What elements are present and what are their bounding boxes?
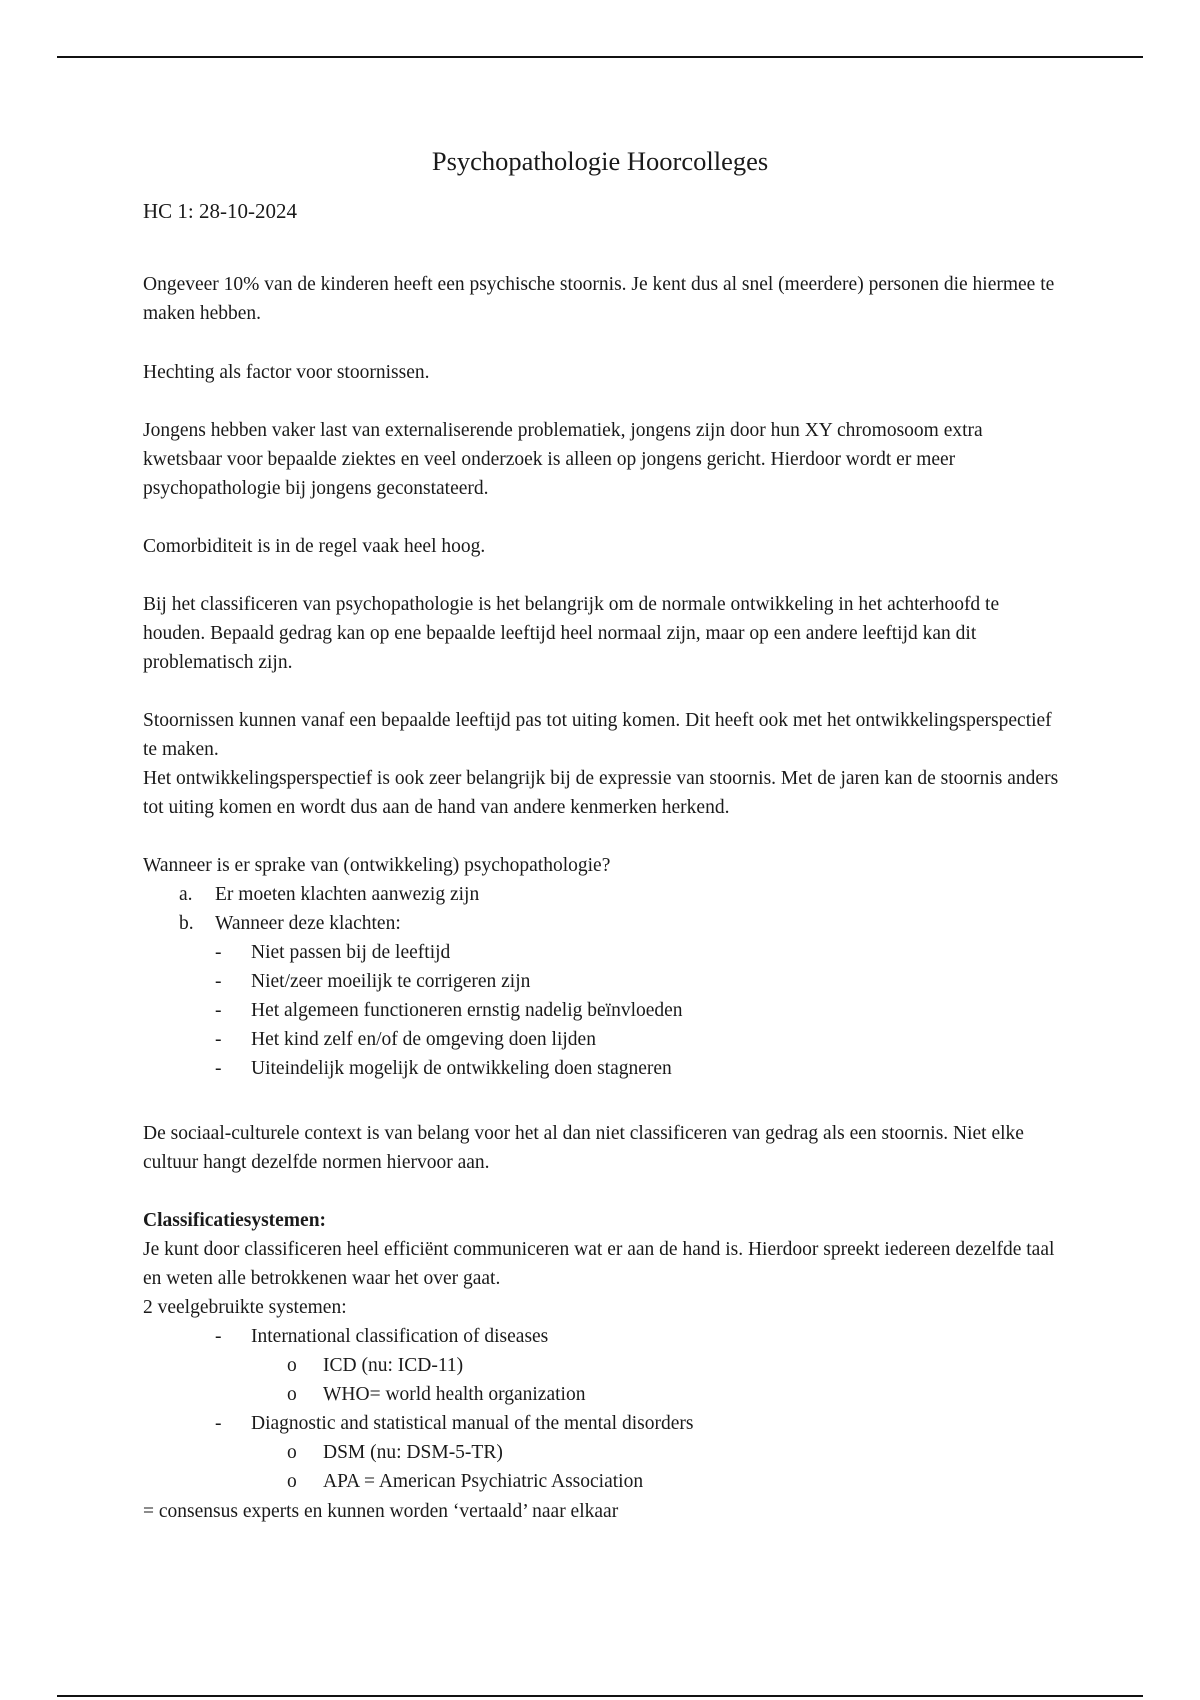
classification-heading: Classificatiesystemen:: [143, 1210, 327, 1231]
list-item: [179, 880, 479, 909]
list-item-text: DSM (nu: DSM-5-TR): [323, 1442, 503, 1463]
list-item: [287, 1351, 463, 1380]
list-item: [215, 1409, 693, 1438]
paragraph-development-perspective: Het ontwikkelingsperspectief is ook zeer belangrijk bij de expressie van stoornis. Met de jaren kan de stoornis anders tot uiting komen en wordt dus aan de hand van andere kenmerken herkend.: [143, 768, 1059, 818]
list-marker: a.: [179, 884, 193, 905]
list-item-text: APA = American Psychiatric Association: [323, 1471, 644, 1492]
paragraph-attachment: Hechting als factor voor stoornissen.: [143, 362, 430, 383]
list-item: [215, 996, 683, 1025]
list-marker: -: [215, 1000, 222, 1021]
list-item: [179, 909, 401, 938]
system-name: Diagnostic and statistical manual of the mental disorders: [251, 1413, 694, 1434]
list-marker: -: [215, 1029, 222, 1050]
list-marker: o: [287, 1471, 297, 1492]
list-item: [287, 1438, 503, 1467]
paragraph-consensus: = consensus experts en kunnen worden ‘vertaald’ naar elkaar: [143, 1501, 619, 1522]
list-item-text: ICD (nu: ICD-11): [323, 1355, 464, 1376]
list-marker: o: [287, 1442, 297, 1463]
list-item-text: WHO= world health organization: [323, 1384, 586, 1405]
list-marker: -: [215, 942, 222, 963]
paragraph-boys: Jongens hebben vaker last van externaliserende problematiek, jongens zijn door hun XY chromosoom extra kwetsbaar voor bepaalde ziektes en veel onderzoek is alleen op jongens gericht. Hierdoor wordt er meer psychopathologie bij jongens geconstateerd.: [143, 420, 983, 499]
list-item-text: Er moeten klachten aanwezig zijn: [215, 884, 480, 905]
paragraph-classifying: Bij het classificeren van psychopathologie is het belangrijk om de normale ontwikkeling in het achterhoofd te houden. Bepaald gedrag kan op ene bepaalde leeftijd heel normaal zijn, maar op een andere leeftijd kan dit problematisch zijn.: [143, 594, 1000, 673]
system-name: International classification of diseases: [251, 1326, 549, 1347]
list-item-text: Niet/zeer moeilijk te corrigeren zijn: [251, 971, 531, 992]
paragraph-comorbidity: Comorbiditeit is in de regel vaak heel hoog.: [143, 536, 486, 557]
list-marker: o: [287, 1355, 297, 1376]
document-title: Psychopathologie Hoorcolleges: [431, 146, 769, 176]
header-rule: [57, 56, 1143, 58]
list-item: [215, 1322, 548, 1351]
paragraph-sociocultural: De sociaal-culturele context is van belang voor het al dan niet classificeren van gedrag als een stoornis. Niet elke cultuur hangt dezelfde normen hiervoor aan.: [143, 1123, 1024, 1173]
list-marker: o: [287, 1384, 297, 1405]
list-marker: -: [215, 1058, 222, 1079]
list-item: [287, 1380, 585, 1409]
list-item: [215, 1025, 596, 1054]
list-item: [287, 1467, 643, 1496]
list-item-text: Uiteindelijk mogelijk de ontwikkeling doen stagneren: [251, 1058, 672, 1079]
systems-intro: 2 veelgebruikte systemen:: [143, 1297, 347, 1318]
list-item: [215, 1054, 672, 1083]
footer-rule: [57, 1695, 1143, 1697]
list-item-text: Het kind zelf en/of de omgeving doen lijden: [251, 1029, 596, 1050]
paragraph-onset: Stoornissen kunnen vanaf een bepaalde leeftijd pas tot uiting komen. Dit heeft ook met het ontwikkelingsperspectief te maken.: [143, 710, 1052, 760]
paragraph-classification: Je kunt door classificeren heel efficiënt communiceren wat er aan de hand is. Hierdoor spreekt iedereen dezelfde taal en weten alle betrokkenen waar het over gaat.: [143, 1239, 1055, 1289]
list-item-text: Het algemeen functioneren ernstig nadelig beïnvloeden: [251, 1000, 683, 1021]
list-marker: -: [215, 971, 222, 992]
paragraph-prevalence: Ongeveer 10% van de kinderen heeft een psychische stoornis. Je kent dus al snel (meerdere) personen die hiermee te maken hebben.: [143, 274, 1055, 324]
list-marker: b.: [179, 913, 194, 934]
list-item: [215, 938, 450, 967]
list-item-text: Niet passen bij de leeftijd: [251, 942, 451, 963]
lecture-heading: HC 1: 28-10-2024: [143, 199, 297, 223]
list-marker: -: [215, 1326, 222, 1347]
question-heading: Wanneer is er sprake van (ontwikkeling) psychopathologie?: [143, 855, 611, 876]
list-item-text: Wanneer deze klachten:: [215, 913, 401, 934]
list-item: [215, 967, 530, 996]
list-marker: -: [215, 1413, 222, 1434]
